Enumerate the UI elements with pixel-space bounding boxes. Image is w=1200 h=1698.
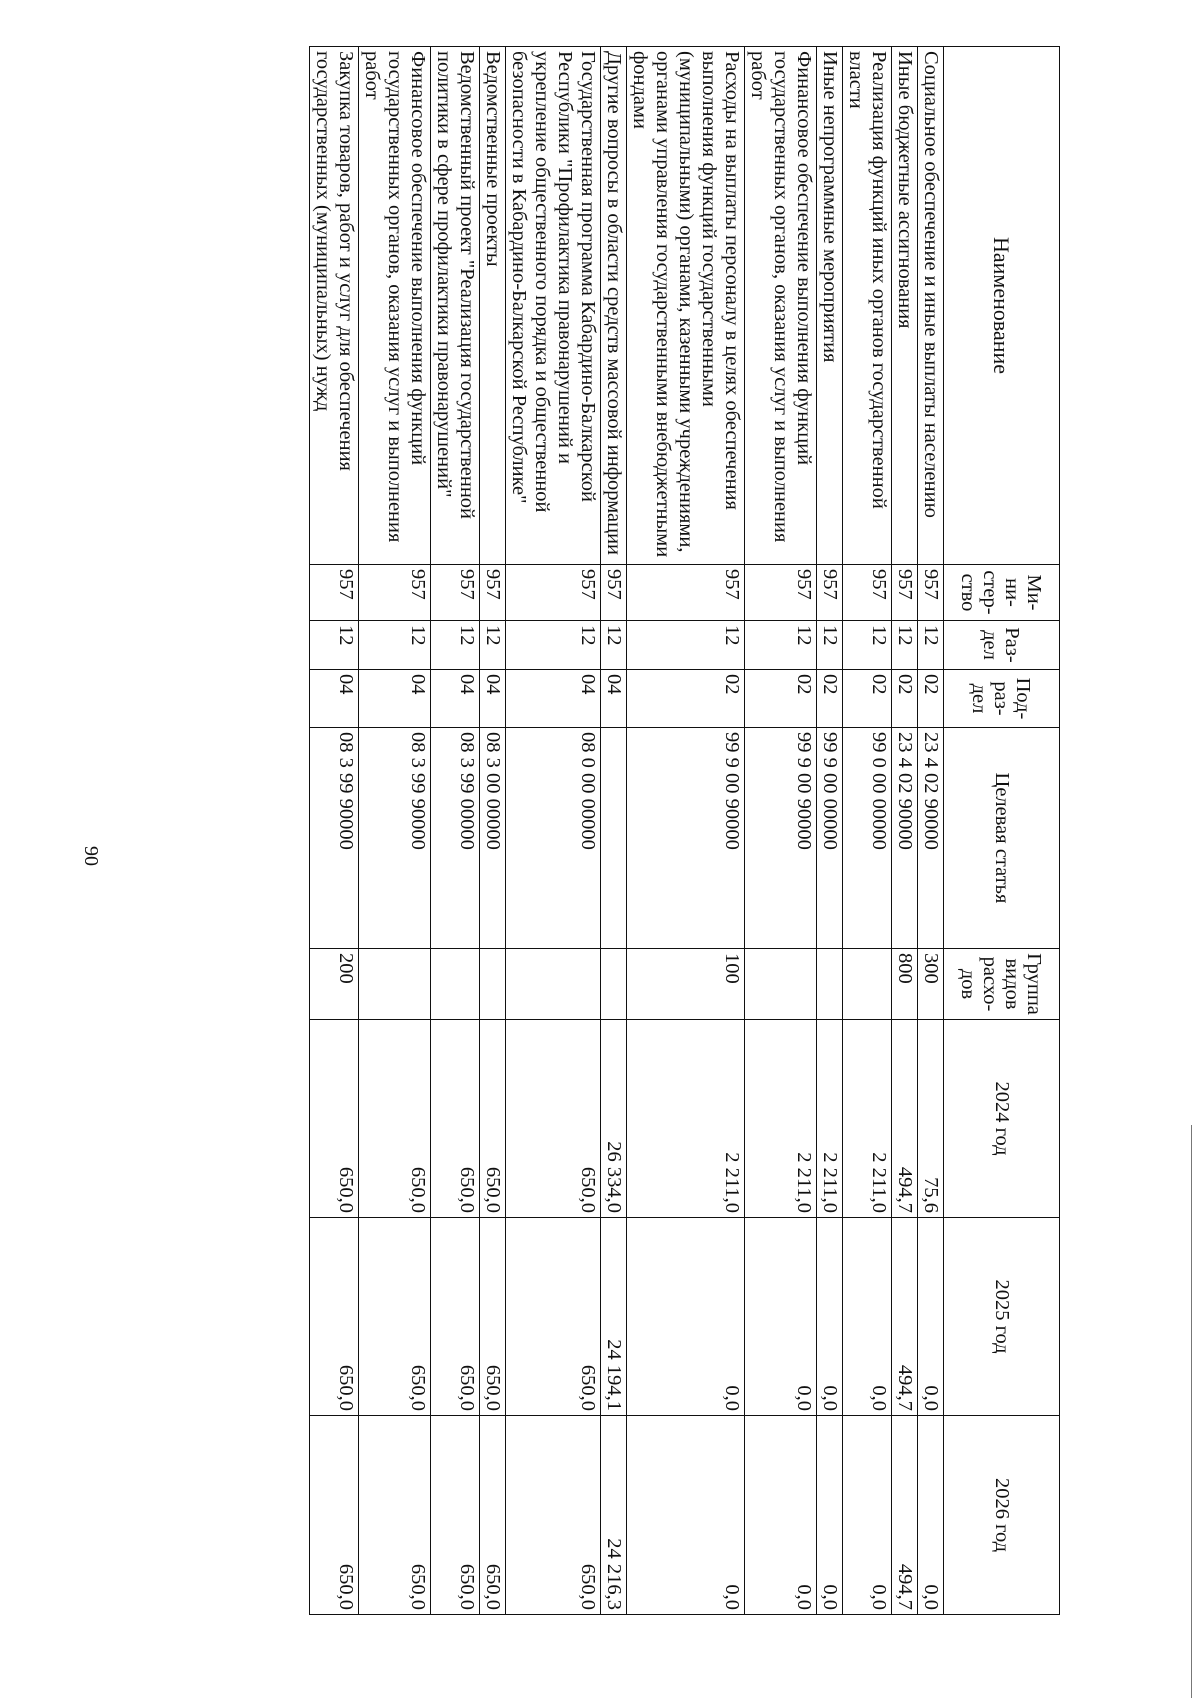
cell-ministry: 957 <box>817 565 843 621</box>
cell-target-article: 99 0 00 00000 <box>843 728 892 949</box>
cell-target-article: 23 4 02 90000 <box>892 728 918 949</box>
cell-subsection: 02 <box>627 670 745 728</box>
cell-subsection: 02 <box>892 670 918 728</box>
header-expense-group: Группа видов расхо-дов <box>944 949 1060 1020</box>
cell-section: 12 <box>506 621 601 670</box>
cell-name: Иные бюджетные ассигнования <box>892 47 918 565</box>
cell-section: 12 <box>310 621 359 670</box>
cell-year-2026: 650,0 <box>431 1416 480 1615</box>
cell-year-2025: 494,7 <box>892 1218 918 1416</box>
cell-ministry: 957 <box>627 565 745 621</box>
cell-year-2025: 650,0 <box>506 1218 601 1416</box>
cell-name: Финансовое обеспечение выполнения функций государственных органов, оказания услуг и выполнения работ <box>359 47 431 565</box>
cell-target-article: 08 0 00 00000 <box>506 728 601 949</box>
cell-subsection: 04 <box>506 670 601 728</box>
table-row <box>817 47 843 1615</box>
cell-target-article: 08 3 00 00000 <box>480 728 506 949</box>
cell-expense-group <box>843 949 892 1020</box>
header-subsection: Под-раз-дел <box>944 670 1060 728</box>
cell-year-2026: 494,7 <box>892 1416 918 1615</box>
cell-expense-group: 800 <box>892 949 918 1020</box>
page-number: 90 <box>80 846 102 866</box>
cell-section: 12 <box>843 621 892 670</box>
cell-ministry: 957 <box>843 565 892 621</box>
cell-year-2024: 650,0 <box>431 1020 480 1218</box>
cell-year-2025: 650,0 <box>310 1218 359 1416</box>
cell-target-article: 99 9 00 90000 <box>627 728 745 949</box>
cell-name: Ведомственный проект "Реализация государственной политики в сфере профилактики правонарушений" <box>431 47 480 565</box>
cell-subsection: 04 <box>601 670 627 728</box>
table-row <box>627 47 745 1615</box>
cell-name: Ведомственные проекты <box>480 47 506 565</box>
cell-year-2024: 650,0 <box>359 1020 431 1218</box>
cell-subsection: 02 <box>745 670 817 728</box>
header-name: Наименование <box>944 47 1060 565</box>
cell-section: 12 <box>892 621 918 670</box>
header-section: Раз-дел <box>944 621 1060 670</box>
cell-target-article: 99 9 00 90000 <box>745 728 817 949</box>
table-row <box>892 47 918 1615</box>
cell-expense-group <box>431 949 480 1020</box>
header-year-2024: 2024 год <box>944 1020 1060 1218</box>
cell-year-2026: 0,0 <box>627 1416 745 1615</box>
cell-ministry: 957 <box>506 565 601 621</box>
cell-year-2025: 650,0 <box>431 1218 480 1416</box>
cell-year-2026: 650,0 <box>310 1416 359 1615</box>
cell-subsection: 04 <box>359 670 431 728</box>
cell-expense-group: 100 <box>627 949 745 1020</box>
cell-year-2024: 2 211,0 <box>745 1020 817 1218</box>
cell-name: Социальное обеспечение и иные выплаты населению <box>918 47 944 565</box>
cell-ministry: 957 <box>431 565 480 621</box>
cell-year-2025: 24 194,1 <box>601 1218 627 1416</box>
cell-section: 12 <box>627 621 745 670</box>
cell-subsection: 04 <box>431 670 480 728</box>
cell-ministry: 957 <box>892 565 918 621</box>
cell-expense-group: 300 <box>918 949 944 1020</box>
cell-name: Расходы на выплаты персоналу в целях обеспечения выполнения функций государственными (муниципальными) органами, казенными учреждениями, органами управления государственными внебюджетными фондами <box>627 47 745 565</box>
cell-year-2026: 0,0 <box>843 1416 892 1615</box>
cell-year-2025: 0,0 <box>918 1218 944 1416</box>
cell-section: 12 <box>359 621 431 670</box>
cell-section: 12 <box>745 621 817 670</box>
cell-ministry: 957 <box>745 565 817 621</box>
cell-year-2024: 650,0 <box>480 1020 506 1218</box>
cell-name: Иные непрограммные мероприятия <box>817 47 843 565</box>
cell-name: Закупка товаров, работ и услуг для обеспечения государственных (муниципальных) нужд <box>310 47 359 565</box>
cell-expense-group: 200 <box>310 949 359 1020</box>
table-row <box>310 47 359 1615</box>
header-year-2026: 2026 год <box>944 1416 1060 1615</box>
cell-target-article: 08 3 99 00000 <box>431 728 480 949</box>
table-row <box>843 47 892 1615</box>
cell-year-2026: 24 216,3 <box>601 1416 627 1615</box>
cell-year-2026: 0,0 <box>918 1416 944 1615</box>
cell-subsection: 02 <box>843 670 892 728</box>
cell-subsection: 04 <box>480 670 506 728</box>
cell-year-2024: 494,7 <box>892 1020 918 1218</box>
cell-target-article: 99 9 00 00000 <box>817 728 843 949</box>
cell-expense-group <box>745 949 817 1020</box>
cell-subsection: 04 <box>310 670 359 728</box>
budget-table-container <box>309 46 1060 1614</box>
cell-target-article <box>601 728 627 949</box>
cell-name: Другие вопросы в области средств массовой информации <box>601 47 627 565</box>
cell-year-2024: 2 211,0 <box>843 1020 892 1218</box>
header-target-article: Целевая статья <box>944 728 1060 949</box>
table-row <box>480 47 506 1615</box>
cell-year-2026: 650,0 <box>506 1416 601 1615</box>
cell-year-2026: 650,0 <box>359 1416 431 1615</box>
table-row <box>506 47 601 1615</box>
cell-name: Финансовое обеспечение выполнения функций государственных органов, оказания услуг и выполнения работ <box>745 47 817 565</box>
table-body <box>310 47 944 1615</box>
cell-year-2025: 0,0 <box>745 1218 817 1416</box>
cell-section: 12 <box>480 621 506 670</box>
table-row <box>918 47 944 1615</box>
cell-ministry: 957 <box>601 565 627 621</box>
cell-subsection: 02 <box>817 670 843 728</box>
cell-year-2024: 26 334,0 <box>601 1020 627 1218</box>
cell-year-2025: 0,0 <box>817 1218 843 1416</box>
cell-expense-group <box>817 949 843 1020</box>
cell-expense-group <box>506 949 601 1020</box>
header-year-2025: 2025 год <box>944 1218 1060 1416</box>
cell-ministry: 957 <box>918 565 944 621</box>
cell-year-2024: 2 211,0 <box>627 1020 745 1218</box>
header-row <box>944 47 1060 1615</box>
header-ministry: Ми-ни-стер-ство <box>944 565 1060 621</box>
table-row <box>431 47 480 1615</box>
cell-year-2024: 650,0 <box>506 1020 601 1218</box>
page-edge-rule <box>1191 1125 1192 1698</box>
cell-expense-group <box>601 949 627 1020</box>
cell-name: Государственная программа Кабардино-Балкарской Республики "Профилактика правонарушений и укрепление общественного порядка и общественной безопасности в Кабардино-Балкарской Республике" <box>506 47 601 565</box>
cell-subsection: 02 <box>918 670 944 728</box>
cell-expense-group <box>480 949 506 1020</box>
cell-section: 12 <box>431 621 480 670</box>
cell-target-article: 08 3 99 90000 <box>359 728 431 949</box>
cell-section: 12 <box>601 621 627 670</box>
table-row <box>359 47 431 1615</box>
cell-year-2026: 0,0 <box>817 1416 843 1615</box>
cell-year-2025: 0,0 <box>843 1218 892 1416</box>
cell-ministry: 957 <box>359 565 431 621</box>
cell-section: 12 <box>817 621 843 670</box>
cell-year-2024: 650,0 <box>310 1020 359 1218</box>
cell-expense-group <box>359 949 431 1020</box>
cell-ministry: 957 <box>480 565 506 621</box>
cell-year-2025: 650,0 <box>480 1218 506 1416</box>
budget-table <box>309 46 1060 1615</box>
cell-year-2025: 650,0 <box>359 1218 431 1416</box>
table-row <box>745 47 817 1615</box>
cell-year-2024: 2 211,0 <box>817 1020 843 1218</box>
cell-ministry: 957 <box>310 565 359 621</box>
cell-year-2026: 0,0 <box>745 1416 817 1615</box>
cell-year-2025: 0,0 <box>627 1218 745 1416</box>
cell-name: Реализация функций иных органов государственной власти <box>843 47 892 565</box>
cell-target-article: 23 4 02 90000 <box>918 728 944 949</box>
cell-section: 12 <box>918 621 944 670</box>
cell-target-article: 08 3 99 90000 <box>310 728 359 949</box>
table-row <box>601 47 627 1615</box>
cell-year-2024: 75,6 <box>918 1020 944 1218</box>
cell-year-2026: 650,0 <box>480 1416 506 1615</box>
